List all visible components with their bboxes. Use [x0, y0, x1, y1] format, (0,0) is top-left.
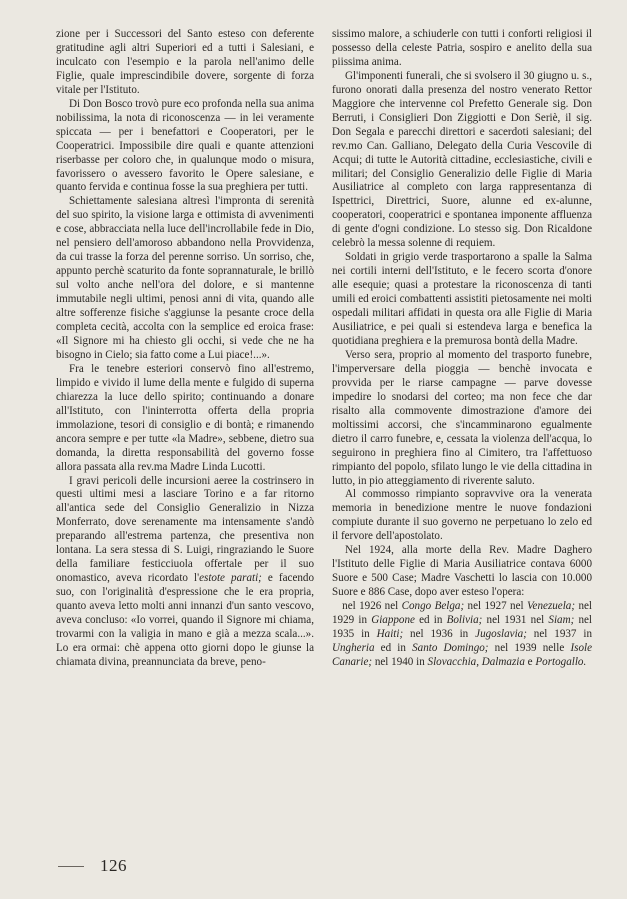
- paragraph: sissimo malore, a schiuderle con tutti i conforti religiosi il possesso della celeste Patria, sospiro e anelito della sua piissima anima.: [332, 28, 592, 68]
- list-text: e: [524, 655, 536, 668]
- list-text: nel 1937 in: [526, 627, 592, 640]
- paragraph: [332, 544, 592, 670]
- country-name: Venezuela;: [527, 600, 576, 613]
- paragraph: [56, 475, 314, 670]
- text-run: Nel 1924, alla morte della Rev. Madre Daghero l'Istituto delle Figlie di Maria Ausiliatrice contava 6000 Suore e 500 Case; Madre Vaschetti lo lascia con 10.000 Suore e 886 Case, dopo aver esteso l'opera:: [332, 544, 592, 599]
- country-name: Haiti;: [376, 627, 404, 640]
- paragraph: Soldati in grigio verde trasportarono a spalle la Salma nei cortili interni dell'Istituto, e le fecero scorta d'onore alle esequie; quasi a protestare la riconoscenza di tanti umili ed eroici combattenti assistiti pietosamente nei molti ospedali militari affidati in questa ora alle Figlie di Maria Ausiliatrice, e pei quali si estendeva larga e benefica la quotidiana preghiera e la premurosa bontà della Madre.: [332, 251, 592, 347]
- paragraph: Di Don Bosco trovò pure eco profonda nella sua anima nobilissima, la nota di riconoscenza — in lei veramente spiccata — per i benefattori e Cooperatori, per le Cooperatrici. Impossibile dire quali e quante attenzioni riserbasse per coloro che, in qualunque modo o misura, favorissero o avessero favorito le Opere salesiane, e quanto fervida e continua fosse la sua preghiera per tutti.: [56, 97, 314, 194]
- country-name: Bolivia;: [446, 614, 483, 627]
- paragraph: Verso sera, proprio al momento del trasporto funebre, l'imperversare della pioggia — benchè invocata e provvida per le riarse campagne — parve dovesse impedire lo snodarsi del corteo; ma non fece che dar risalto alla commovente dimostrazione d'amore dei moltissimi accorsi, che s'incamminarono egualmente dietro il carro funebre, e, cessata la violenza dell'acqua, lo seguirono in preghiera fino al Cimitero, tra l'affettuoso rimpianto del popolo, sfilato lungo le vie della cittadina in lutto, in pio atteggiamento di riverente saluto.: [332, 348, 592, 487]
- country-name: Slovacchia, Dalmazia: [427, 655, 525, 668]
- italic-text: estote parati;: [199, 572, 262, 585]
- country-name: Santo Domingo;: [412, 641, 489, 654]
- paragraph: Al commosso rimpianto sopravvive ora la venerata memoria in benedizione mentre le nuove fondazioni compiute durante il suo governo ne perpetuano lo zelo ed il fervore dell'apostolato.: [332, 488, 592, 543]
- left-column: [56, 28, 314, 670]
- paragraph: zione per i Successori del Santo esteso con deferente gratitudine agli altri Superiori ed a tutti i Salesiani, e inculcato con l'esempio e la parola nell'animo delle Figlie, quale imprescindibile dovere, sorgente di forza vitale per l'Istituto.: [56, 28, 314, 96]
- list-text: ed in: [414, 614, 447, 627]
- list-text: nel 1929 in: [332, 600, 593, 627]
- page-number-rule: [58, 866, 84, 867]
- text-run: e facendo suo, con l'originalità d'espressione che le era propria, quanto aveva letto molti anni innanzi d'un santo vescovo, aveva concluso: «Io vorrei, quando il Signore mi chiama, trovarmi con la valigia in mano e già a mezza scala...». Lo era ormai: chè appena otto giorni dopo le giunse la chiamata divina, preannunciata da breve, peno-: [56, 572, 315, 668]
- country-name: Siam;: [548, 614, 575, 627]
- country-name: Isole Canarie;: [332, 641, 593, 668]
- country-name: Portogallo.: [535, 655, 587, 668]
- list-text: nel 1931 nel: [482, 614, 549, 627]
- list-text: nel 1940 in: [372, 655, 428, 668]
- list-text: nel 1935 in: [332, 614, 593, 640]
- page-number: 126: [100, 856, 127, 875]
- right-column: [332, 28, 592, 670]
- list-text: nel 1936 in: [403, 627, 476, 640]
- expansion-list: [332, 600, 592, 668]
- country-name: Congo Belga;: [401, 600, 465, 613]
- country-name: Jugoslavia;: [475, 627, 527, 640]
- paragraph: Fra le tenebre esteriori conservò fino all'estremo, limpido e vivido il lume della mente e fulgido di superna chiarezza la luce dello spirito; continuando a donare all'Istituto, con l'ininterrotta offerta della propria immolazione, tesori di consiglio e di bontà; e rimanendo ancora sempre e per tutte «la Madre», sebbene, dietro sua domanda, la diretta responsabilità del governo fosse allora passata alla rev.ma Madre Linda Lucotti.: [56, 362, 314, 473]
- country-name: Giappone: [371, 614, 415, 627]
- text-run: I gravi pericoli delle incursioni aeree la costrinsero in questi ultimi mesi a lasciare Torino e a far ritorno all'antica sede del Consiglio Generalizio in Nizza Monferrato, dove serenamente ma intensamente s'andò preparando all'estrema partenza, che presentiva non lontana. La sera stessa di S. Luigi, ringraziando le Suore della familiare festicciuola offertale per il suo onomastico, aveva ricordato l': [56, 474, 314, 585]
- paragraph: Gl'imponenti funerali, che si svolsero il 30 giugno u. s., furono onorati dalla presenza del nostro venerato Rettor Maggiore che intervenne col Prefetto Generale sig. Don Berruti, i Consiglieri Don Ziggiotti e Don Seriè, il sig. Don Segala e parecchi direttori e sacerdoti salesiani; del rev.mo Can. Galliano, Delegato della Curia Vescovile di Acqui; di tutte le Autorità cittadine, ecclesiastiche, civili e militari; del Consiglio Generalizio delle Figlie di Maria Ausiliatrice al completo con larga rappresentanza di Ispettrici, Direttrici, Suore, alunne ed ex-alunne, cooperatori, cooperatrici e spontanea imponente affluenza di gente d'ogni condizione. Lo stesso sig. Don Ricaldone celebrò la messa solenne di requiem.: [332, 69, 592, 250]
- country-name: Ungheria: [332, 641, 375, 654]
- list-text: ed in: [374, 641, 413, 654]
- list-text: nel 1926 nel: [332, 600, 402, 613]
- list-text: nel 1939 nelle: [488, 641, 571, 654]
- list-text: nel 1927 nel: [464, 600, 527, 613]
- paragraph: Schiettamente salesiana altresì l'impronta di serenità del suo spirito, la visione larga e ottimista di avvenimenti e cose, abbracciata nella luce dell'incrollabile fede in Dio, nel pensiero dell'amoroso abbandono nella Provvidenza, da cui trasse la forza del perenne sorriso. Un sorriso, che, appunto perchè scaturito da fonte soprannaturale, le brillò sul volto anche nell'ora del dolore, e si mantenne immutabile negli ultimi, penosi anni di vita, quando alle altre sofferenze fisiche s'aggiunse la pesante croce della completa cecità, accolta con la semplice ed eroica frase: «Il Signore mi ha chiesto gli occhi, si vede che ne ha bisogno in Cielo; sia fatto come a Lui piace!...».: [56, 195, 314, 361]
